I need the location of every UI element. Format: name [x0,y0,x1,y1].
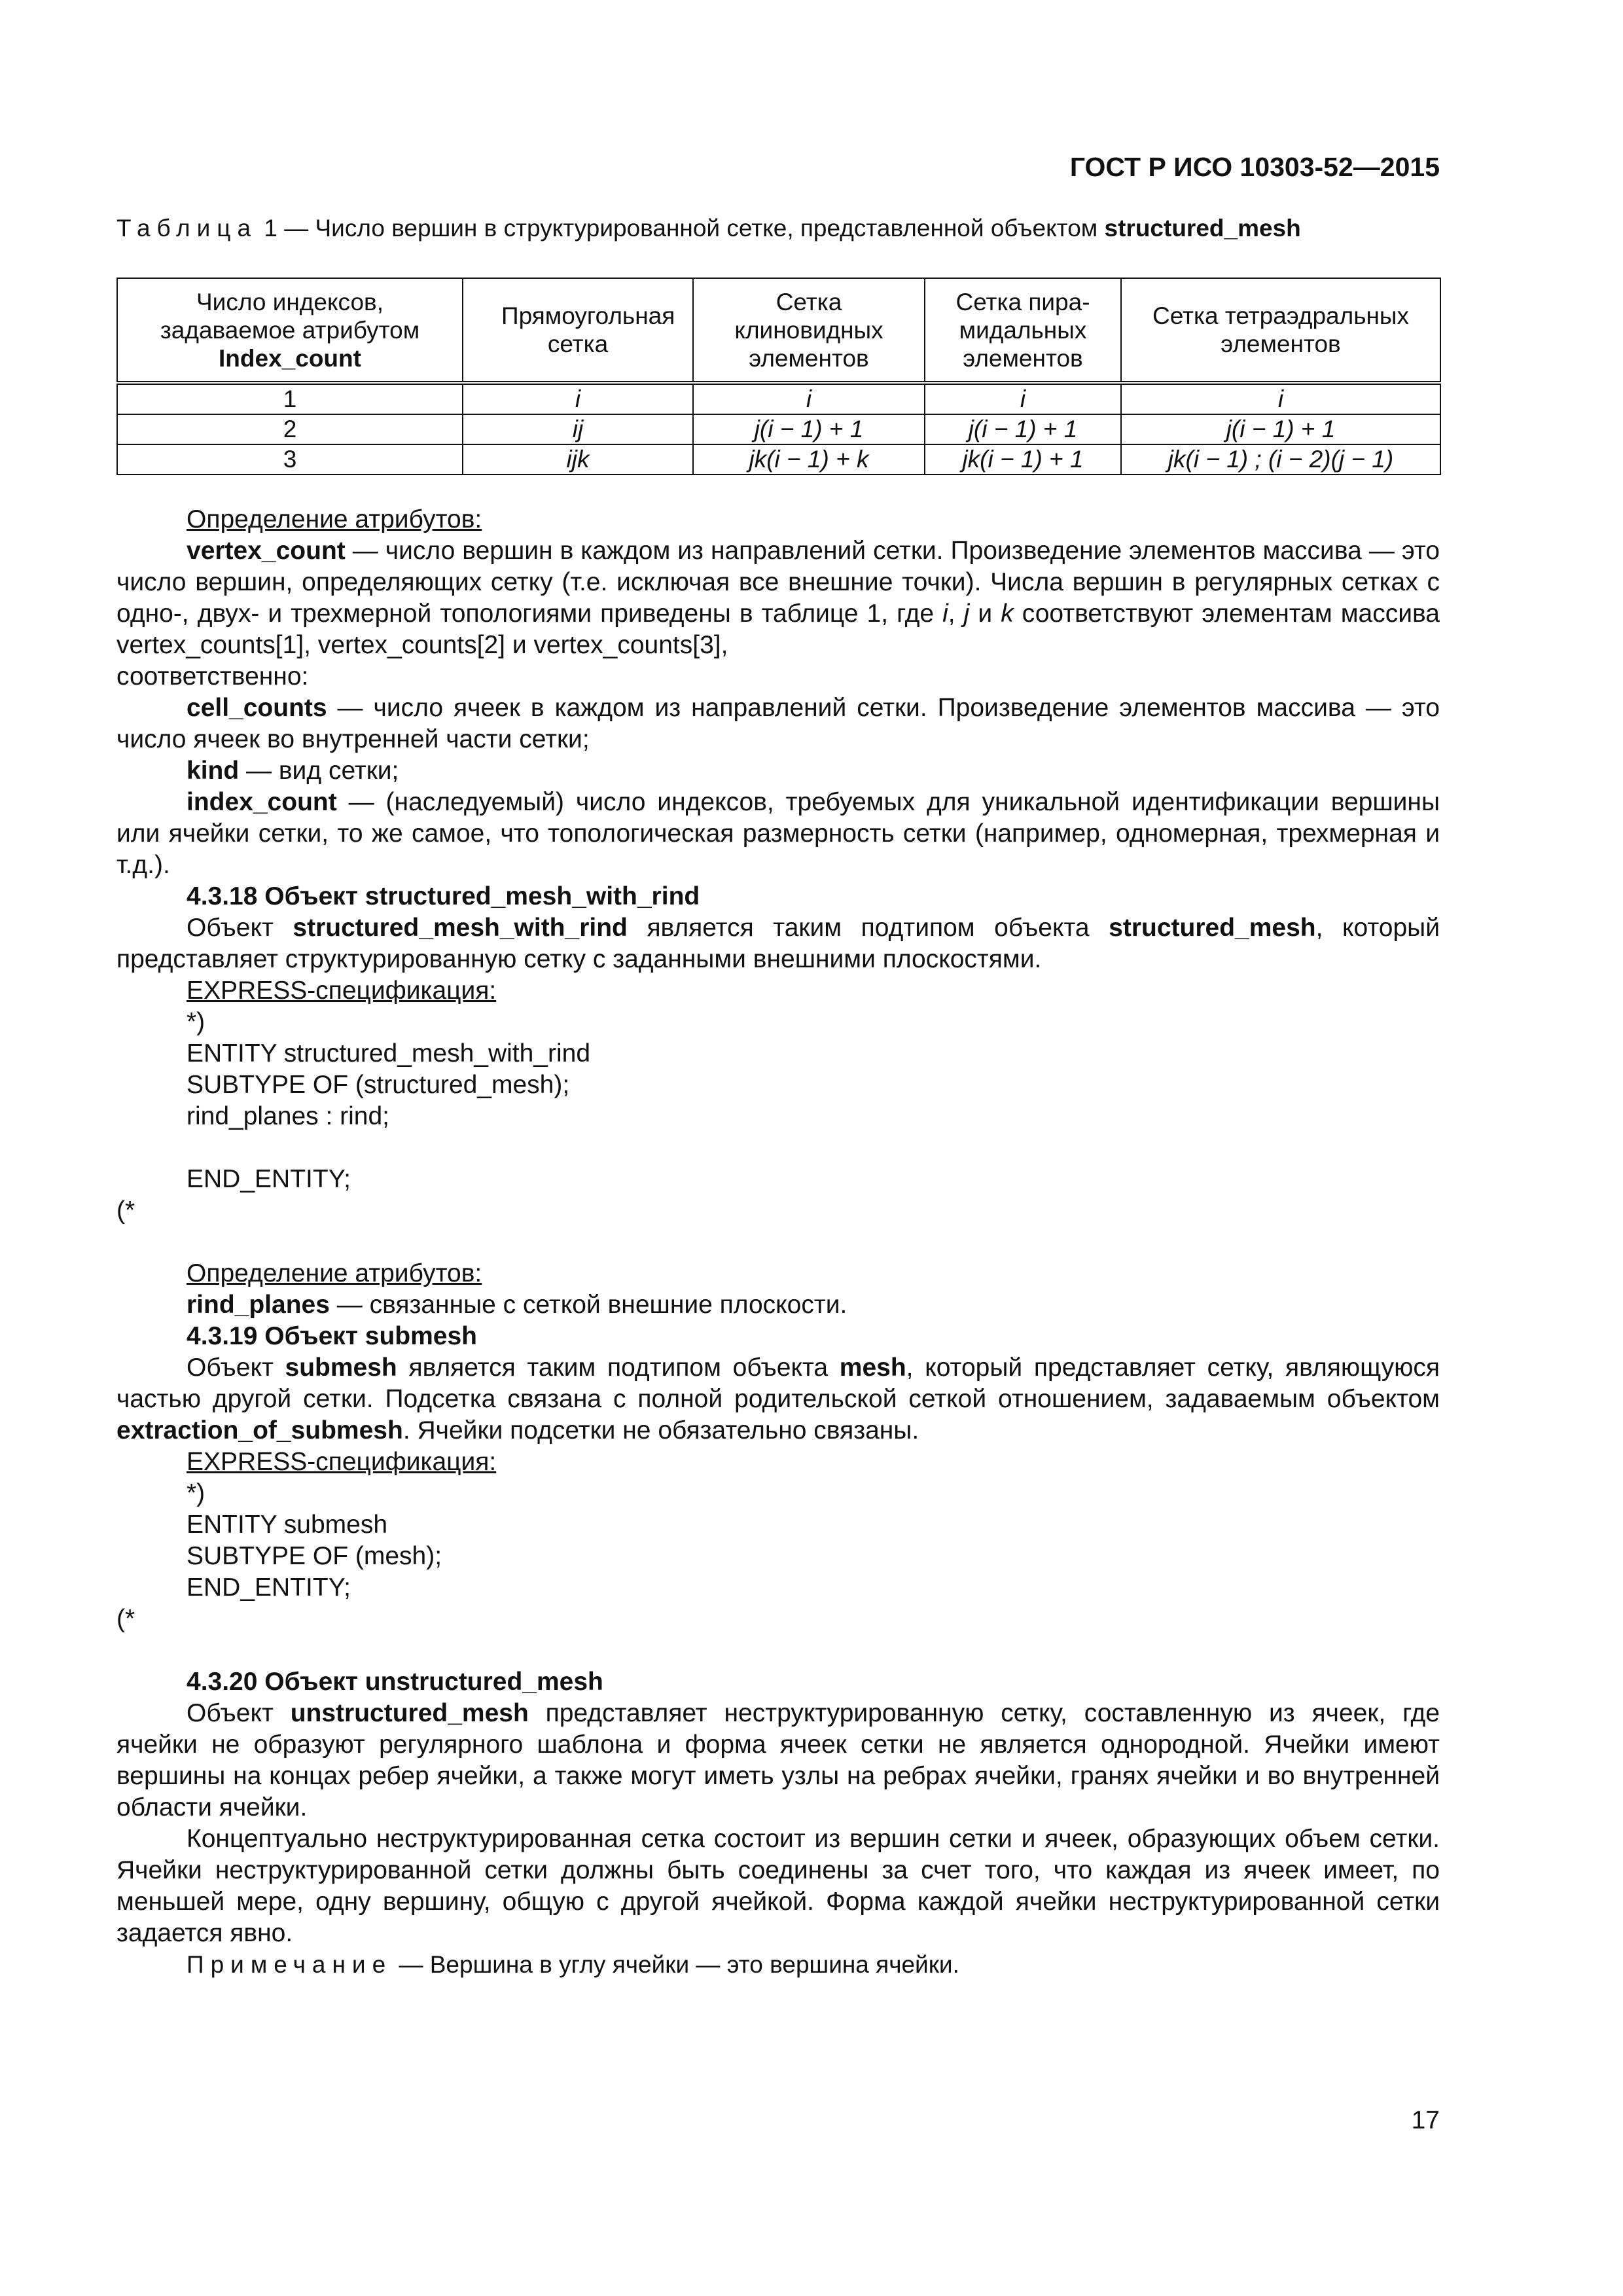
cell-rect: ijk [463,444,693,475]
attr-definition-heading-1: Определение атрибутов: [187,505,482,533]
para-cell-counts: cell_counts — число ячеек в каждом из направлений сетки. Произведение элементов массива — это число ячеек во внутренней части сетки; [116,694,1440,753]
attr-definition-heading-2: Определение атрибутов: [187,1259,482,1287]
cell-tetra: j(i − 1) + 1 [1121,414,1440,444]
express-heading-1: EXPRESS-спецификация: [187,977,497,1005]
para-rind-planes: rind_planes — связанные с сеткой внешние плоскости. [187,1291,847,1319]
note-label: Примечание [187,1951,393,1978]
term-vertex-count: vertex_count [187,537,346,565]
table-caption-number: 1 [264,215,277,242]
header-index-count: Число индексов, задаваемое атрибутом Index_count [117,278,463,383]
table-row [117,414,1440,444]
express-code-line: SUBTYPE OF (structured_mesh); [187,1071,570,1099]
cell-index: 2 [117,414,463,444]
express-code-line: ENTITY submesh [187,1511,388,1539]
para-vertex-count-tail: соответственно: [116,662,309,691]
para-index-count: index_count — (наследуемый) число индексов, требуемых для уникальной идентификации вершины или ячейки сетки, то же самое, что топологическая размерность сетки (например, одномерная, трехмерная и т.д.). [116,788,1440,879]
cell-tetra: i [1121,383,1440,414]
term-kind: kind [187,757,240,785]
express-code-close: (* [116,1605,135,1633]
cell-wedge: i [693,383,925,414]
cell-wedge: j(i − 1) + 1 [693,414,925,444]
table-caption-label: Таблица [116,215,258,242]
table-row [117,383,1440,414]
section-4-3-20-title: 4.3.20 Объект unstructured_mesh [187,1668,603,1696]
note [116,1949,1440,1981]
header-rectangular: Прямоугольная сетка [463,278,693,383]
section-4-3-19-title: 4.3.19 Объект submesh [187,1322,477,1350]
table-header-row [117,278,1440,383]
table-caption [116,215,1301,242]
para-kind: kind — вид сетки; [187,757,399,785]
section-4-3-18-title: 4.3.18 Объект structured_mesh_with_rind [187,882,700,910]
term-cell-counts: cell_counts [187,694,327,722]
cell-pyramid: i [925,383,1121,414]
term-rind-planes: rind_planes [187,1291,330,1319]
table-row [117,444,1440,475]
para-4-3-20-concept: Концептуально неструктурированная сетка состоит из вершин сетки и ячеек, образующих объем сетки. Ячейки неструктурированной сетки должны быть соединены за счет того, что каждая из ячеек имеет, по меньшей мере, одну вершину, общую с другой ячейкой. Форма каждой ячейки неструктурированной сетки задается явно. [116,1825,1440,1947]
express-code-line: rind_planes : rind; [187,1102,390,1130]
express-code-line: ENTITY structured_mesh_with_rind [187,1039,591,1067]
express-code-line: END_ENTITY; [187,1165,351,1193]
para-vertex-count: vertex_count — число вершин в каждом из направлений сетки. Произведение элементов массива — это число вершин, определяющих сетку (т.е. исключая все внешние точки). Числа вершин в регулярных сетках с одно-, двух- и трехмерной топологиями приведены в таблице 1, где i, j и k соответствуют элементам массива vertex_counts[1], vertex_counts[2] и vertex_counts[3], [116,537,1440,659]
vertex-count-table [116,278,1441,475]
cell-index: 1 [117,383,463,414]
express-code-line: *) [187,1008,205,1036]
express-heading-2: EXPRESS-спецификация: [187,1448,497,1476]
cell-rect: ij [463,414,693,444]
cell-rect: i [463,383,693,414]
note-text: — Вершина в углу ячейки — это вершина ячейки. [392,1951,959,1978]
express-code-line: SUBTYPE OF (mesh); [187,1542,442,1570]
table-caption-entity: structured_mesh [1104,215,1301,242]
table-caption-text: — Число вершин в структурированной сетке, представленной объектом [277,215,1105,242]
express-code-close: (* [116,1196,135,1225]
para-4-3-20: Объект unstructured_mesh представляет неструктурированную сетку, составленную из ячеек, где ячейки не образуют регулярного шаблона и форма ячеек сетки не является однородной. Ячейки имеют вершины на концах ребер ячейки, а также могут иметь узлы на ребрах ячейки, гранях ячейки и во внутренней области ячейки. [116,1699,1440,1821]
para-4-3-18: Объект structured_mesh_with_rind является таким подтипом объекта structured_mesh, который представляет структурированную сетку с заданными внешними плоскостями. [116,914,1440,973]
cell-index: 3 [117,444,463,475]
document-body [116,504,1440,1981]
express-code-line: END_ENTITY; [187,1573,351,1602]
header-pyramid: Сетка пира-мидальных элементов [925,278,1121,383]
header-tetra: Сетка тетраэдральных элементов [1121,278,1440,383]
cell-wedge: jk(i − 1) + k [693,444,925,475]
cell-pyramid: jk(i − 1) + 1 [925,444,1121,475]
para-4-3-19: Объект submesh является таким подтипом объекта mesh, который представляет сетку, являющуюся частью другой сетки. Подсетка связана с полной родительской сеткой отношением, задаваемым объектом extraction_of_submesh. Ячейки подсетки не обязательно связаны. [116,1354,1440,1444]
cell-tetra: jk(i − 1) ; (i − 2)(j − 1) [1121,444,1440,475]
cell-pyramid: j(i − 1) + 1 [925,414,1121,444]
express-code-line: *) [187,1479,205,1507]
term-index-count: index_count [187,788,337,816]
standard-code-header: ГОСТ Р ИСО 10303-52—2015 [1069,152,1440,182]
page-number: 17 [1411,2106,1440,2134]
header-wedge: Сетка клиновидных элементов [693,278,925,383]
